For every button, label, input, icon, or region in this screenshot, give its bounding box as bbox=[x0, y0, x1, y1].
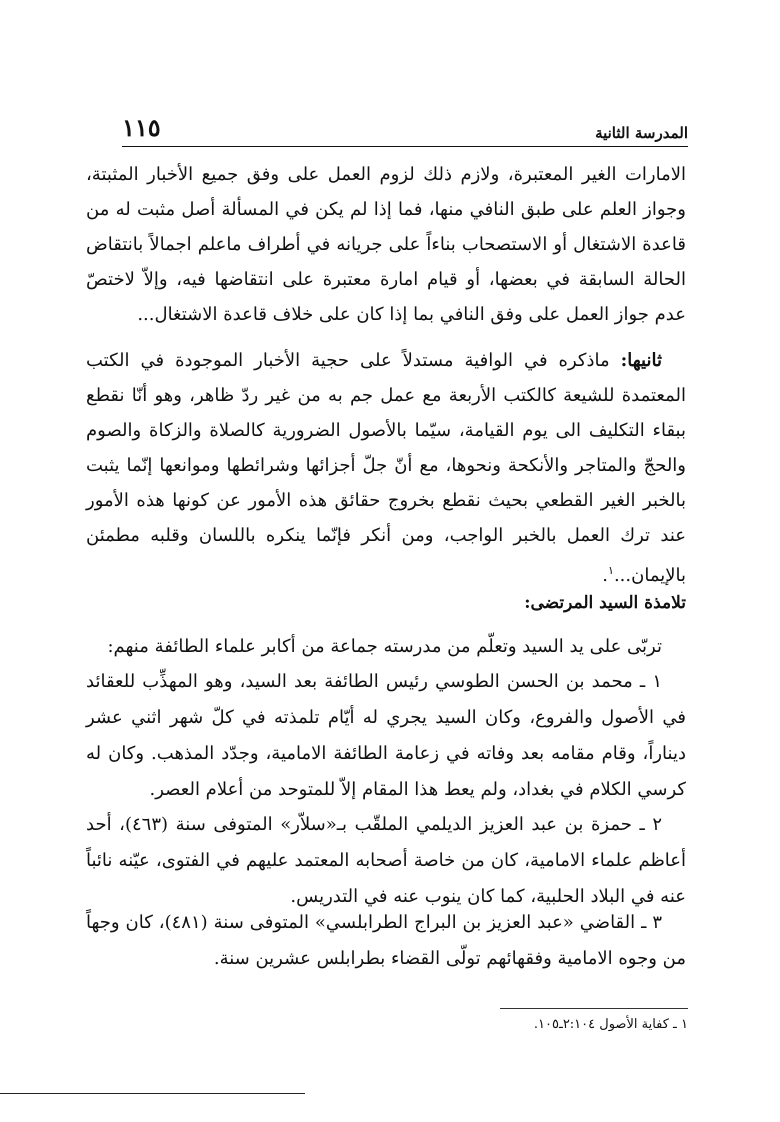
paragraph-2-intro: ثانيها: bbox=[620, 350, 662, 371]
footnote: ١ ـ كفاية الأصول ٢:١٠٤ـ١٠٥. bbox=[533, 1017, 688, 1032]
bottom-edge-line bbox=[0, 1093, 305, 1094]
page-number: ١١٥ bbox=[122, 113, 161, 142]
footnote-reference: ١ bbox=[608, 564, 614, 577]
student-item-1: ١ ـ محمد بن الحسن الطوسي رئيس الطائفة بعد السيد، وهو المهذِّب للعقائد في الأصول والفروع، وكان السيد يجري له أيّام تلمذته في كلّ شهر اثني عشر ديناراً، وقام مقامه بعد وفاته في زعامة الطائفة الامامية، وجدّد المذهب. وكان له كرسي الكلام في بغداد، ولم يعط هذا المقام إلاّ للمتوحد من أعلام العصر. bbox=[86, 671, 686, 800]
section-intro: تربّى على يد السيد وتعلّم من مدرسته جماعة من أكابر علماء الطائفة منهم: bbox=[107, 636, 662, 657]
running-title: المدرسة الثانية bbox=[595, 124, 688, 142]
paragraph-2-end: . bbox=[602, 565, 609, 586]
paragraph-2 bbox=[86, 343, 686, 593]
footnote-divider bbox=[500, 1008, 688, 1009]
student-item-2: ٢ ـ حمزة بن عبد العزيز الديلمي الملقّب بـ«سلاّر» المتوفى سنة (٤٦٣)، أحد أعاظم علماء الامامية، كان من خاصة أصحابه المعتمد عليهم في الفتوى، عيّنه نائباً عنه في البلاد الحلبية، كما كان ينوب عنه في التدريس. bbox=[86, 814, 686, 907]
section-title: تلامذة السيد المرتضى: bbox=[524, 593, 686, 613]
paragraph-1: الامارات الغير المعتبرة، ولازم ذلك لزوم العمل على وفق جميع الأخبار المثبتة، وجواز العلم على طبق النافي منها، فما إذا لم يكن في المسألة أصل مثبت له من قاعدة الاشتغال أو الاستصحاب بناءاً على جريانه في أطراف ماعلم اجمالاً بانتقاض الحالة السابقة في بعضها، أو قيام امارة معتبرة على انتقاضها فيه، وإلاّ لاختصّ عدم جواز العمل على وفق النافي بما إذا كان على خلاف قاعدة الاشتغال... bbox=[86, 164, 686, 325]
student-item-3: ٣ ـ القاضي «عبد العزيز بن البراج الطرابلسي» المتوفى سنة (٤٨١)، كان وجهاً من وجوه الامامية وفقهائهم تولّى القضاء بطرابلس عشرين سنة. bbox=[86, 912, 686, 969]
page-header bbox=[122, 114, 688, 147]
paragraph-2-text: ماذكره في الوافية مستدلاً على حجية الأخبار الموجودة في الكتب المعتمدة للشيعة كالكتب الأربعة مع عمل جم به من غير ردّ ظاهر، وهو أنّا نقطع ببقاء التكليف الى يوم القيامة، سيّما بالأصول الضرورية كالصلاة والزكاة والصوم والحجّ والمتاجر والأنكحة ونحوها، مع أنّ جلّ أجزائها وشرائطها وموانعها إنّما يثبت بالخبر الغير القطعي بحيث نقطع بخروج حقائق هذه الأمور عن كونها هذه الأمور عند ترك العمل بالخبر الواجب، ومن أنكر فإنّما ينكره باللسان وقلبه مطمئن بالإيمان... bbox=[86, 350, 686, 586]
